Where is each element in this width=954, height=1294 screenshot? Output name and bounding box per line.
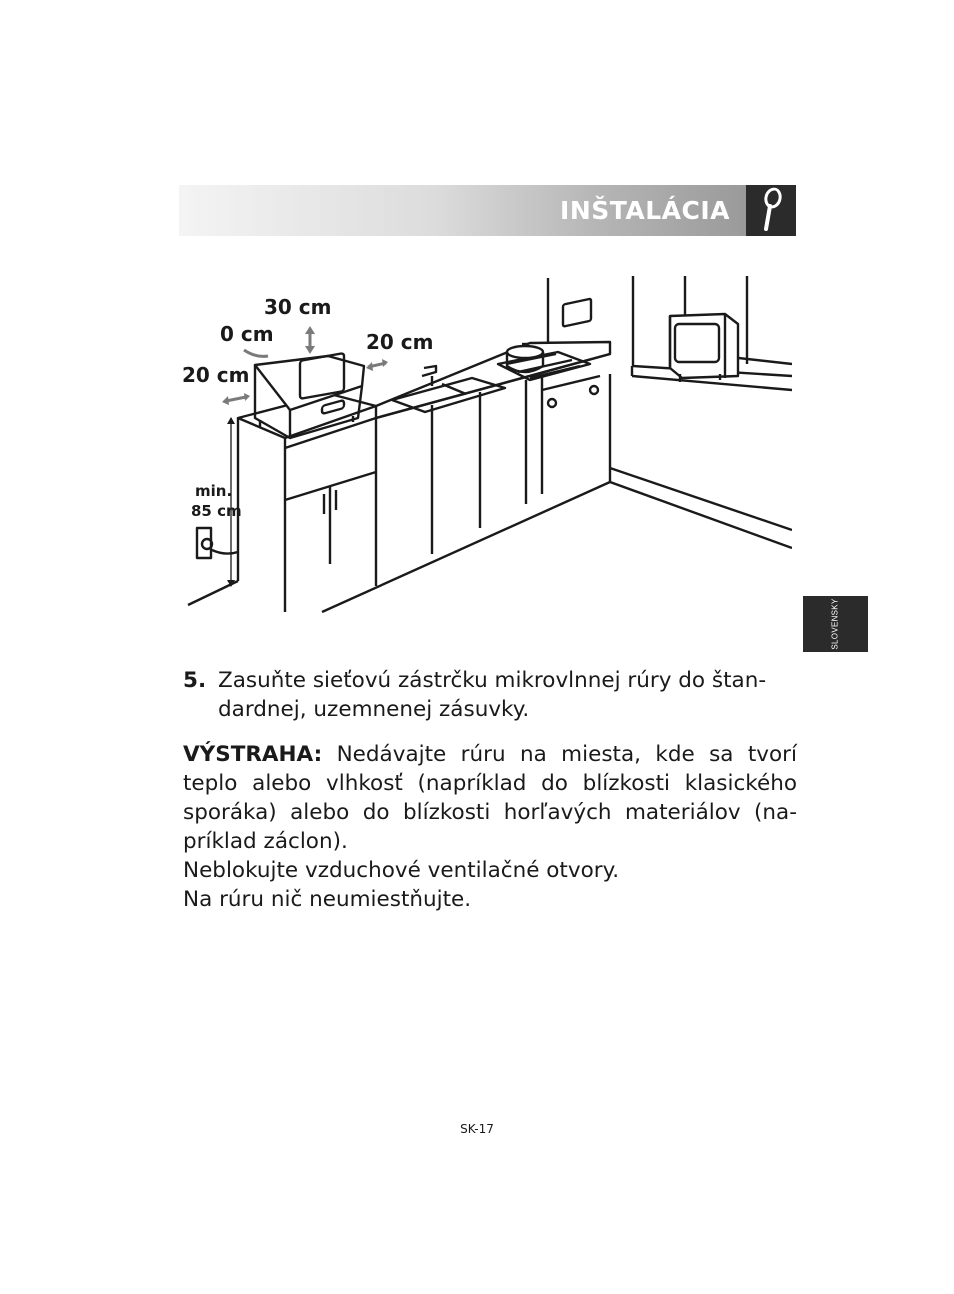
top-clearance-label: 30 cm: [264, 295, 332, 319]
page-number: SK-17: [460, 1122, 494, 1136]
back-clearance-arrow: [244, 350, 268, 356]
tv-illustration: [670, 314, 738, 382]
height-value-label: 85 cm: [191, 502, 242, 520]
section-header-bar: [179, 185, 746, 236]
warning-no-objects-line: Na rúru nič neumiestňujte.: [183, 887, 472, 912]
wrench-icon: [746, 185, 796, 236]
left-clearance-label: 20 cm: [182, 363, 250, 387]
warning-block: [183, 740, 797, 914]
right-clearance-label: 20 cm: [366, 330, 434, 354]
section-title: INŠTALÁCIA: [560, 196, 730, 225]
warning-paragraph: [183, 740, 797, 856]
warning-label: VÝSTRAHA:: [183, 742, 323, 767]
instruction-step-5: [183, 666, 797, 724]
back-clearance-label: 0 cm: [220, 322, 274, 346]
warning-ventilation-line: Neblokujte vzduchové ventilačné otvory.: [183, 858, 620, 883]
language-label: SLOVENSKY: [830, 598, 840, 650]
step-number: 5.: [183, 668, 207, 693]
left-clearance-arrow: [226, 397, 246, 401]
wall-outlet-illustration: [197, 528, 238, 558]
height-min-label: min.: [195, 482, 233, 500]
step-text: Zasuňte sieťovú zástrčku mikrovlnnej rúry do štan-dardnej, uzemnenej zásuvky.: [218, 668, 767, 722]
installation-diagram: [180, 268, 792, 613]
warning-text: Nedávajte rúru na miesta, kde sa tvorí teplo alebo vlhkosť (napríklad do blízkosti klasického sporáka) alebo do blízkosti horľavých materiálov (na-príklad záclon).: [183, 742, 797, 854]
wrench-icon-box: [746, 185, 796, 236]
language-side-tab: [803, 596, 868, 652]
